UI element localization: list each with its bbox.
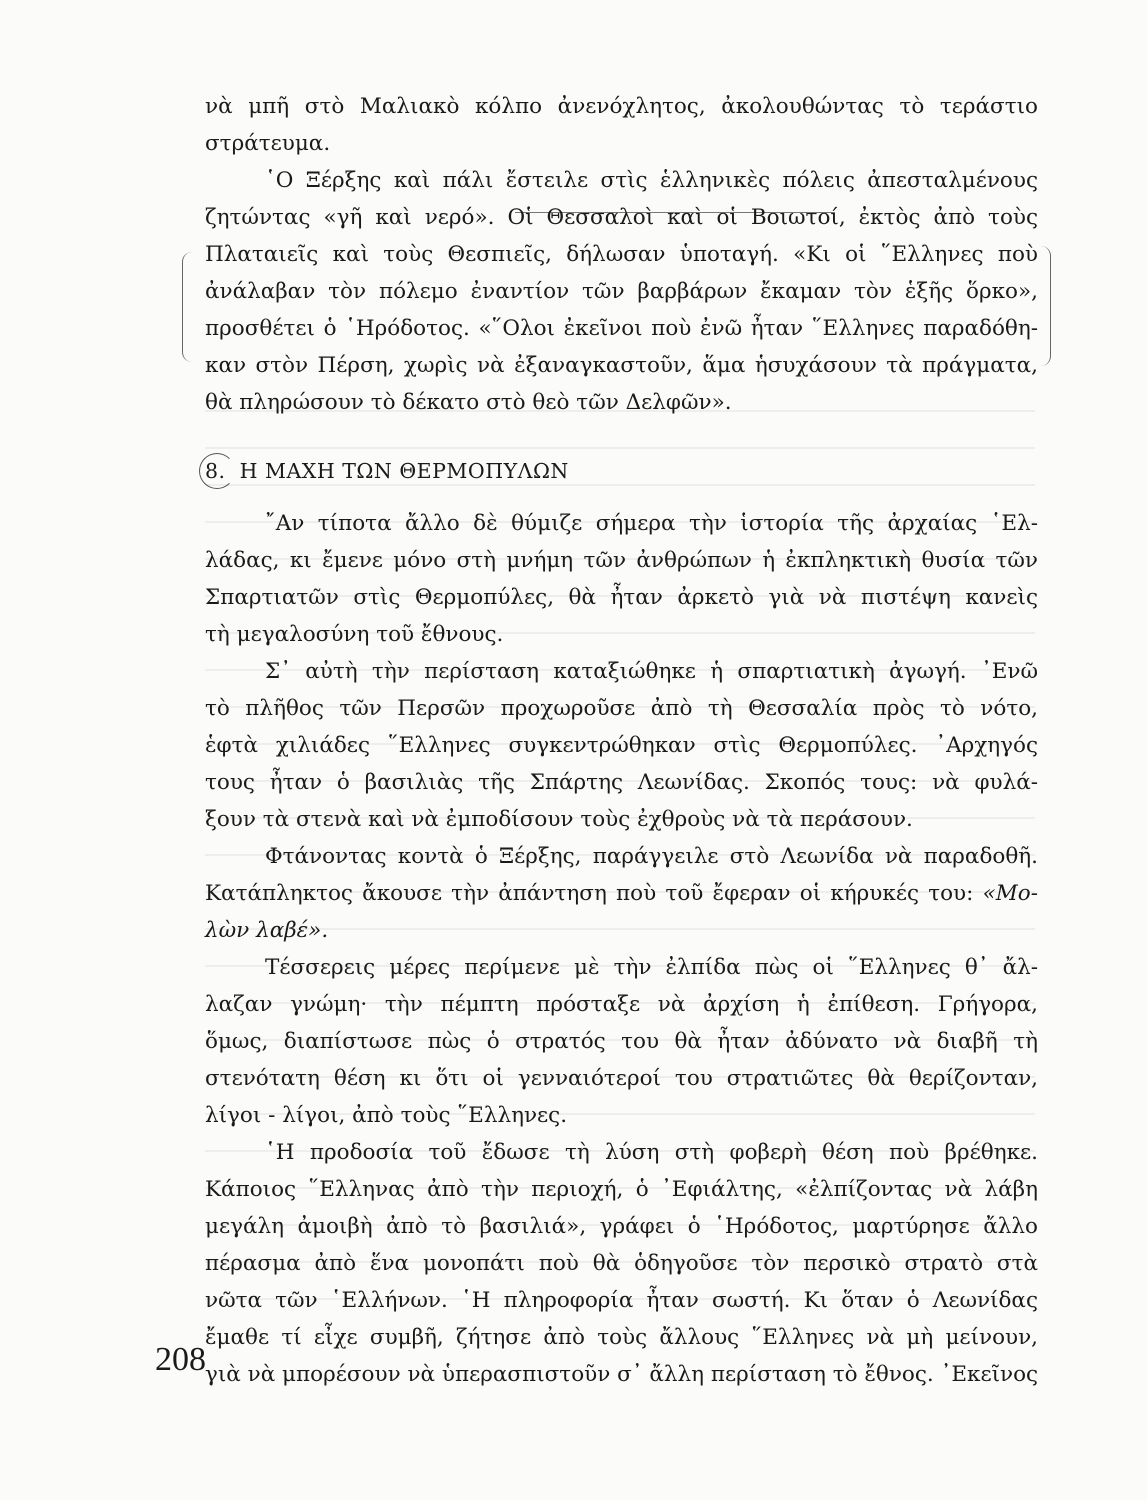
text-line: Σπαρτιατῶν στὶς Θερμοπύλες, θὰ ἦταν ἀρκετὸ γιὰ νὰ πιστέψη κανεὶς — [205, 585, 1038, 610]
text-line: Κάποιος ῞Ελληνας ἀπὸ τὴν περιοχή, ὁ ᾽Εφιάλτης, «ἐλπίζοντας νὰ λάβη — [205, 1177, 1038, 1202]
text-line: ξουν τὰ στενὰ καὶ νὰ ἐμποδίσουν τοὺς ἐχθροὺς νὰ τὰ περάσουν. — [205, 807, 913, 832]
section-heading — [205, 449, 1038, 493]
text-line: ῎Αν τίποτα ἄλλο δὲ θύμιζε σήμερα τὴν ἱστορία τῆς ἀρχαίας ῾Ελ- — [265, 511, 1038, 536]
text-line: ῾Η προδοσία τοῦ ἔδωσε τὴ λύση στὴ φοβερὴ θέση ποὺ βρέθηκε. — [265, 1140, 1038, 1165]
pencil-circle-mark — [199, 453, 235, 489]
quote-molon-labe: «Μο- — [982, 881, 1038, 906]
text-line: τὴ μεγαλοσύνη τοῦ ἔθνους. — [205, 622, 504, 647]
pencil-bracket-right-mark — [1036, 246, 1051, 366]
text-line: νὰ μπῆ στὸ Μαλιακὸ κόλπο ἀνενόχλητος, ἀκολουθώντας τὸ τεράστιο — [205, 94, 1038, 119]
text-line: ἔμαθε τί εἶχε συμβῆ, ζήτησε ἀπὸ τοὺς ἄλλους ῞Ελληνες νὰ μὴ μείνουν, — [205, 1325, 1038, 1350]
text-line: λίγοι - λίγοι, ἀπὸ τοὺς ῞Ελληνες. — [205, 1103, 568, 1128]
text-line: θὰ πληρώσουν τὸ δέκατο στὸ θεὸ τῶν Δελφῶν». — [205, 390, 732, 415]
section-title: Η ΜΑΧΗ ΤΩΝ ΘΕΡΜΟΠΥΛΩΝ — [239, 459, 569, 483]
text-line: Πλαταιεῖς καὶ τοὺς Θεσπιεῖς, δήλωσαν ὑποταγή. «Κι οἱ ῞Ελληνες ποὺ — [205, 242, 1038, 267]
text-line: Τέσσερεις μέρες περίμενε μὲ τὴν ἐλπίδα πὼς οἱ ῞Ελληνες θ᾽ ἄλ- — [265, 955, 1038, 980]
section-number — [205, 449, 240, 493]
text-line: καν στὸν Πέρση, χωρὶς νὰ ἐξαναγκαστοῦν, ἅμα ἡσυχάσουν τὰ πράγματα, — [205, 353, 1038, 378]
text-line: λάδας, κι ἔμενε μόνο στὴ μνήμη τῶν ἀνθρώπων ἡ ἐκπληκτικὴ θυσία τῶν — [205, 548, 1038, 573]
section-number-text: 8. — [205, 459, 226, 483]
text-line: ἀνάλαβαν τὸν πόλεμο ἐναντίον τῶν βαρβάρων ἔκαμαν τὸν ἑξῆς ὅρκο», — [205, 279, 1038, 304]
text-line: πέρασμα ἀπὸ ἕνα μονοπάτι ποὺ θὰ ὁδηγοῦσε τὸν περσικὸ στρατὸ στὰ — [205, 1251, 1038, 1276]
text-line: ἑφτὰ χιλιάδες ῞Ελληνες συγκεντρώθηκαν στὶς Θερμοπύλες. ᾽Αρχηγός — [205, 733, 1038, 758]
text-span: Κατάπληκτος ἄκουσε τὴν ἀπάντηση ποὺ τοῦ ἔφεραν οἱ κήρυκές του: — [205, 881, 974, 906]
text-line: γιὰ νὰ μπορέσουν νὰ ὑπερασπιστοῦν σ᾽ ἄλλη περίσταση τὸ ἔθνος. ᾽Εκεῖνος — [205, 1362, 1039, 1387]
text-line: προσθέτει ὁ ῾Ηρόδοτος. «῞Ολοι ἐκεῖνοι ποὺ ἐνῶ ἦταν ῞Ελληνες παραδόθη- — [205, 316, 1038, 341]
text-line: ζητώντας «γῆ καὶ νερό». Οἱ Θεσσαλοὶ καὶ οἱ Βοιωτοί, ἐκτὸς ἀπὸ τοὺς — [205, 205, 1038, 230]
text-line: λαζαν γνώμη· τὴν πέμπτη πρόσταξε νὰ ἀρχίση ἡ ἐπίθεση. Γρήγορα, — [205, 992, 1038, 1017]
text-line: ῾Ο Ξέρξης καὶ πάλι ἔστειλε στὶς ἑλληνικὲς πόλεις ἀπεσταλμένους — [265, 168, 1038, 193]
page-number: 208 — [155, 1341, 206, 1378]
text-line: ὅμως, διαπίστωσε πὼς ὁ στρατός του θὰ ἦταν ἀδύνατο νὰ διαβῆ τὴ — [205, 1029, 1038, 1054]
text-line: στράτευμα. — [205, 131, 331, 156]
text-line: στενότατη θέση κι ὅτι οἱ γενναιότεροί του στρατιῶτες θὰ θερίζονταν, — [205, 1066, 1038, 1091]
text-line: Φτάνοντας κοντὰ ὁ Ξέρξης, παράγγειλε στὸ Λεωνίδα νὰ παραδοθῆ. — [265, 844, 1038, 869]
text-line: λὼν λαβέ». — [205, 918, 329, 943]
pencil-bracket-left-mark — [182, 252, 199, 362]
text-line: νῶτα τῶν ῾Ελλήνων. ῾Η πληροφορία ἦταν σωστή. Κι ὅταν ὁ Λεωνίδας — [205, 1288, 1038, 1313]
text-line: τους ἦταν ὁ βασιλιὰς τῆς Σπάρτης Λεωνίδας. Σκοπός τους: νὰ φυλά- — [205, 770, 1038, 795]
text-line: μεγάλη ἀμοιβὴ ἀπὸ τὸ βασιλιά», γράφει ὁ ῾Ηρόδοτος, μαρτύρησε ἄλλο — [205, 1214, 1038, 1239]
text-line: Σ᾽ αὐτὴ τὴν περίσταση καταξιώθηκε ἡ σπαρτιατικὴ ἀγωγή. ᾽Ενῶ — [265, 659, 1038, 684]
text-line — [205, 875, 1038, 912]
main-text — [205, 88, 1038, 1393]
text-line: τὸ πλῆθος τῶν Περσῶν προχωροῦσε ἀπὸ τὴ Θεσσαλία πρὸς τὸ νότο, — [205, 696, 1038, 721]
